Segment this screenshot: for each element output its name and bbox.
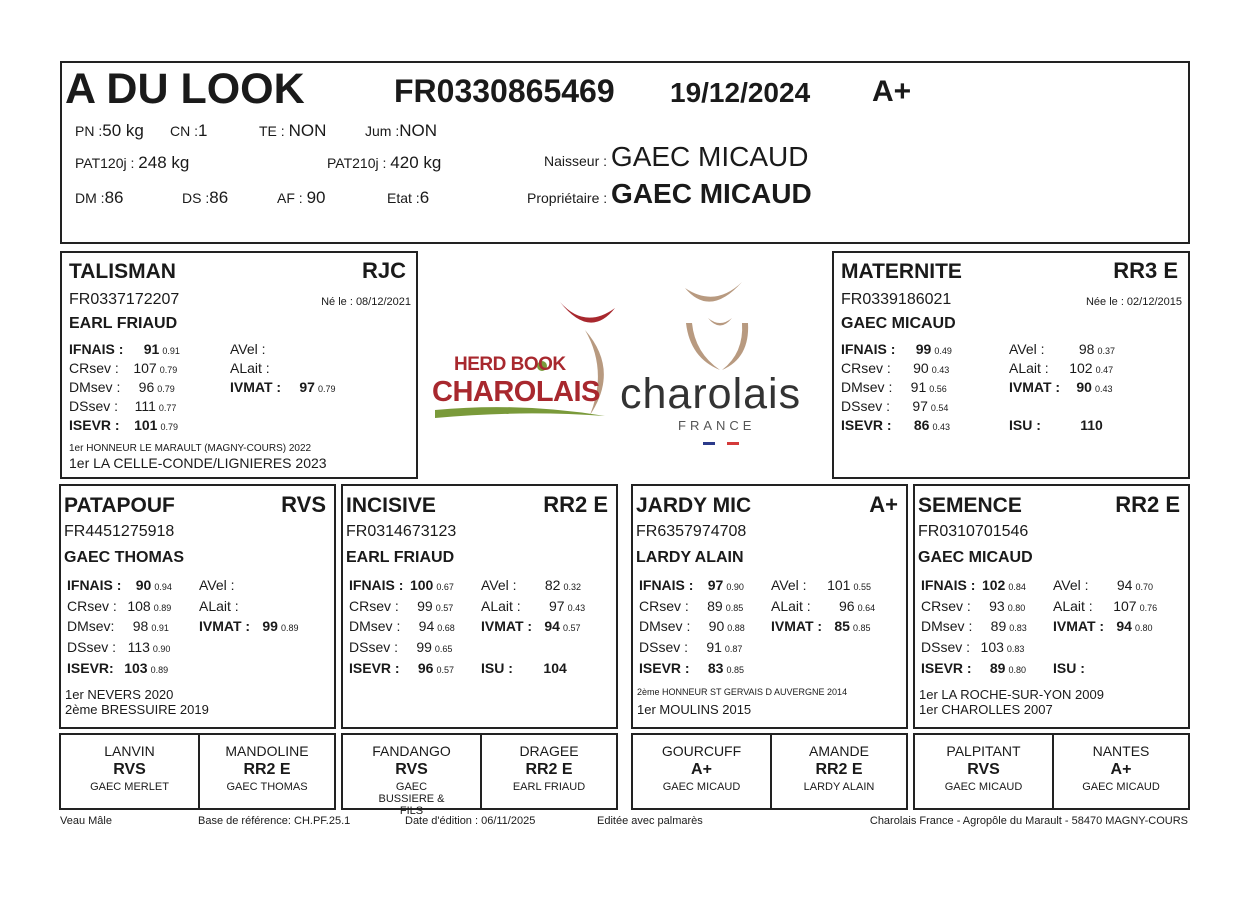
ggp-grade: RVS [395, 761, 428, 778]
gp-grade: RR2 E [1115, 492, 1180, 517]
flag-bar-blue [703, 442, 715, 445]
gp-isu: ISU : [1053, 660, 1085, 676]
gp-ivmat: IVMAT : 85 0.85 [771, 618, 871, 634]
ggp-owner: GAEC BUSSIERE & FILS [378, 781, 445, 817]
sire-card [60, 251, 418, 479]
sire-owner: EARL FRIAUD [69, 315, 178, 332]
gp-dssev: DSsev : 99 0.65 [349, 639, 453, 655]
charolais-wordmark: charolais [620, 370, 802, 418]
gp-palmares-1: 1er LA ROCHE-SUR-YON 2009 [919, 687, 1104, 702]
ggp-name: NANTES [1092, 743, 1150, 759]
animal-id: FR0330865469 [394, 73, 615, 109]
footer-palmares: Editée avec palmarès [597, 815, 703, 827]
great-grandparent-cell [633, 735, 770, 808]
ggp-name: LANVIN [104, 743, 155, 759]
sire-grade: RJC [361, 258, 406, 283]
af-field: AF : 90 [277, 188, 326, 207]
gp-alait: ALait : 97 0.43 [481, 598, 586, 614]
gp-dmsev: DMsev: 98 0.91 [67, 618, 169, 634]
gp-alait: ALait : 107 0.76 [1053, 598, 1158, 614]
ggp-grade: RVS [113, 761, 146, 778]
gp-isu [199, 660, 249, 676]
gp-dmsev: DMsev : 90 0.88 [639, 618, 745, 634]
gp-isevr: ISEVR : 89 0.80 [921, 660, 1026, 676]
grandparent-card-1 [59, 484, 336, 729]
ggp-owner: EARL FRIAUD [512, 781, 586, 793]
dam-dmsev: DMsev : 91 0.56 [841, 379, 947, 395]
cn-field: CN :1 [170, 121, 208, 140]
sire-isevr: ISEVR : 101 0.79 [69, 417, 178, 433]
gp-ifnais: IFNAIS : 102 0.84 [921, 577, 1026, 593]
footer-base: Base de référence: CH.PF.25.1 [198, 815, 351, 827]
gp-owner: GAEC THOMAS [64, 549, 184, 566]
animal-header [60, 61, 1190, 244]
sire-birth-date: Né le : 08/12/2021 [321, 296, 411, 308]
gp-ifnais: IFNAIS : 90 0.94 [67, 577, 172, 593]
sire-dmsev: DMsev : 96 0.79 [69, 379, 175, 395]
gp-ivmat: IVMAT : 94 0.57 [481, 618, 581, 634]
gp-ivmat: IVMAT : 99 0.89 [199, 618, 299, 634]
animal-grade: A+ [872, 75, 912, 108]
dam-card [832, 251, 1190, 479]
herd-book-logo [430, 290, 620, 430]
sire-id: FR0337172207 [69, 291, 180, 308]
sire-avel: AVel : [230, 341, 266, 357]
gp-palmares-1: 1er NEVERS 2020 [65, 687, 174, 702]
sire-crsev: CRsev : 107 0.79 [69, 360, 178, 376]
gp-owner: GAEC MICAUD [918, 549, 1033, 566]
dam-crsev: CRsev : 90 0.43 [841, 360, 950, 376]
gp-dssev: DSsev : 113 0.90 [67, 639, 171, 655]
gp-crsev: CRsev : 89 0.85 [639, 598, 744, 614]
gp-id: FR0310701546 [918, 523, 1029, 540]
great-grandparents-pair-2 [341, 733, 618, 817]
dam-birth-date: Née le : 02/12/2015 [1085, 296, 1182, 308]
great-grandparents-pair-1 [59, 733, 336, 810]
dam-grade: RR3 E [1113, 258, 1178, 283]
gp-owner: EARL FRIAUD [346, 549, 455, 566]
bull-horns-icon [620, 278, 825, 378]
gp-dssev: DSsev : 103 0.83 [921, 639, 1025, 655]
gp-palmares-2: 1er CHAROLLES 2007 [919, 702, 1053, 717]
ggp-owner: GAEC MERLET [90, 781, 169, 793]
great-grandparent-cell [200, 735, 334, 808]
pat120-field: PAT120j : 248 kg [75, 153, 190, 172]
great-grandparents-pair-4 [913, 733, 1190, 810]
great-grandparent-cell [482, 735, 616, 808]
dam-id: FR0339186021 [841, 291, 952, 308]
ggp-owner: GAEC MICAUD [944, 781, 1023, 793]
pat210-field: PAT210j : 420 kg [327, 153, 442, 172]
gp-isevr: ISEVR: 103 0.89 [67, 660, 169, 676]
dm-field: DM :86 [75, 188, 124, 207]
ggp-owner: GAEC THOMAS [226, 781, 308, 793]
gp-grade: A+ [869, 492, 898, 517]
ggp-grade: RR2 E [525, 761, 573, 778]
animal-name: A DU LOOK [65, 65, 305, 113]
ggp-name: FANDANGO [372, 743, 451, 759]
sire-dssev: DSsev : 111 0.77 [69, 398, 177, 414]
sire-ifnais: IFNAIS : 91 0.91 [69, 341, 180, 357]
great-grandparent-cell [772, 735, 906, 808]
great-grandparent-cell [915, 735, 1052, 808]
gp-name: PATAPOUF [64, 494, 175, 517]
gp-avel: AVel : 94 0.70 [1053, 577, 1153, 593]
ggp-grade: A+ [1110, 761, 1132, 778]
gp-palmares-2: 2ème BRESSUIRE 2019 [65, 702, 209, 717]
jum-field: Jum :NON [365, 121, 438, 140]
gp-grade: RVS [281, 492, 326, 517]
herd-book-top-label: HERD BOOK [454, 354, 566, 375]
ggp-name: PALPITANT [946, 743, 1021, 759]
gp-avel: AVel : 82 0.32 [481, 577, 581, 593]
gp-id: FR4451275918 [64, 523, 175, 540]
flag-bar-red [727, 442, 739, 445]
sire-palmares-1: 1er HONNEUR LE MARAULT (MAGNY-COURS) 2022 [69, 443, 312, 454]
great-grandparents-pair-3 [631, 733, 908, 810]
proprietaire-field: Propriétaire : GAEC MICAUD [527, 178, 812, 209]
sire-palmares-2: 1er LA CELLE-CONDE/LIGNIERES 2023 [69, 455, 327, 471]
gp-grade: RR2 E [543, 492, 608, 517]
gp-ifnais: IFNAIS : 100 0.67 [349, 577, 454, 593]
gp-id: FR6357974708 [636, 523, 747, 540]
gp-dssev: DSsev : 91 0.87 [639, 639, 743, 655]
gp-avel: AVel : [199, 577, 235, 593]
france-wordmark: FRANCE [678, 418, 756, 433]
gp-name: SEMENCE [918, 494, 1022, 517]
animal-birth-date: 19/12/2024 [670, 77, 811, 108]
charolais-france-logo [620, 278, 825, 453]
ggp-owner: LARDY ALAIN [803, 781, 875, 793]
footer-edition-date: Date d'édition : 06/11/2025 [405, 815, 536, 827]
ggp-grade: RVS [967, 761, 1000, 778]
gp-name: JARDY MIC [636, 494, 752, 517]
ggp-grade: RR2 E [815, 761, 863, 778]
ds-field: DS :86 [182, 188, 229, 207]
gp-isevr: ISEVR : 96 0.57 [349, 660, 454, 676]
dam-avel: AVel : 98 0.37 [1009, 341, 1115, 357]
sire-alait: ALait : [230, 360, 270, 376]
dam-isu: ISU : 110 [1009, 417, 1103, 433]
grandparent-card-4 [913, 484, 1190, 729]
ggp-name: AMANDE [809, 743, 869, 759]
ggp-name: GOURCUFF [661, 743, 742, 759]
great-grandparent-cell [343, 735, 480, 817]
gp-dmsev: DMsev : 94 0.68 [349, 618, 455, 634]
footer-organization: Charolais France - Agropôle du Marault - 58470 MAGNY-COURS [869, 815, 1188, 827]
gp-palmares-1: 2ème HONNEUR ST GERVAIS D AUVERGNE 2014 [637, 687, 848, 697]
dam-name: MATERNITE [841, 260, 962, 283]
great-grandparent-cell [61, 735, 198, 808]
herd-book-main-label: CHAROLAIS [432, 376, 600, 408]
pn-field: PN :50 kg [75, 121, 144, 140]
gp-crsev: CRsev : 93 0.80 [921, 598, 1026, 614]
naisseur-field: Naisseur : GAEC MICAUD [544, 141, 809, 172]
gp-avel: AVel : 101 0.55 [771, 577, 871, 593]
great-grandparent-cell [1054, 735, 1188, 808]
etat-field: Etat :6 [387, 188, 430, 207]
gp-alait: ALait : 96 0.64 [771, 598, 876, 614]
gp-id: FR0314673123 [346, 523, 457, 540]
ggp-name: DRAGEE [519, 743, 579, 759]
dam-ifnais: IFNAIS : 99 0.49 [841, 341, 952, 357]
dam-owner: GAEC MICAUD [841, 315, 956, 332]
gp-ivmat: IVMAT : 94 0.80 [1053, 618, 1153, 634]
gp-isu [771, 660, 821, 676]
ggp-grade: A+ [691, 761, 712, 778]
ggp-grade: RR2 E [243, 761, 291, 778]
gp-ifnais: IFNAIS : 97 0.90 [639, 577, 744, 593]
sire-name: TALISMAN [69, 260, 176, 283]
gp-isu: ISU : 104 [481, 660, 567, 676]
ggp-owner: GAEC MICAUD [662, 781, 741, 793]
te-field: TE : NON [259, 121, 327, 140]
gp-name: INCISIVE [346, 494, 436, 517]
gp-crsev: CRsev : 99 0.57 [349, 598, 454, 614]
gp-isevr: ISEVR : 83 0.85 [639, 660, 744, 676]
gp-dmsev: DMsev : 89 0.83 [921, 618, 1027, 634]
grandparent-card-2 [341, 484, 618, 729]
gp-palmares-2: 1er MOULINS 2015 [637, 702, 752, 717]
gp-owner: LARDY ALAIN [636, 549, 744, 566]
gp-alait: ALait : [199, 598, 239, 614]
grandparent-card-3 [631, 484, 908, 729]
sire-ivmat: IVMAT : 97 0.79 [230, 379, 336, 395]
gp-crsev: CRsev : 108 0.89 [67, 598, 172, 614]
dam-ivmat: IVMAT : 90 0.43 [1009, 379, 1113, 395]
footer-sex: Veau Mâle [60, 815, 112, 827]
dam-alait: ALait : 102 0.47 [1009, 360, 1114, 376]
ggp-owner: GAEC MICAUD [1082, 781, 1160, 793]
dam-dssev: DSsev : 97 0.54 [841, 398, 949, 414]
dam-isevr: ISEVR : 86 0.43 [841, 417, 950, 433]
ggp-name: MANDOLINE [225, 743, 309, 759]
